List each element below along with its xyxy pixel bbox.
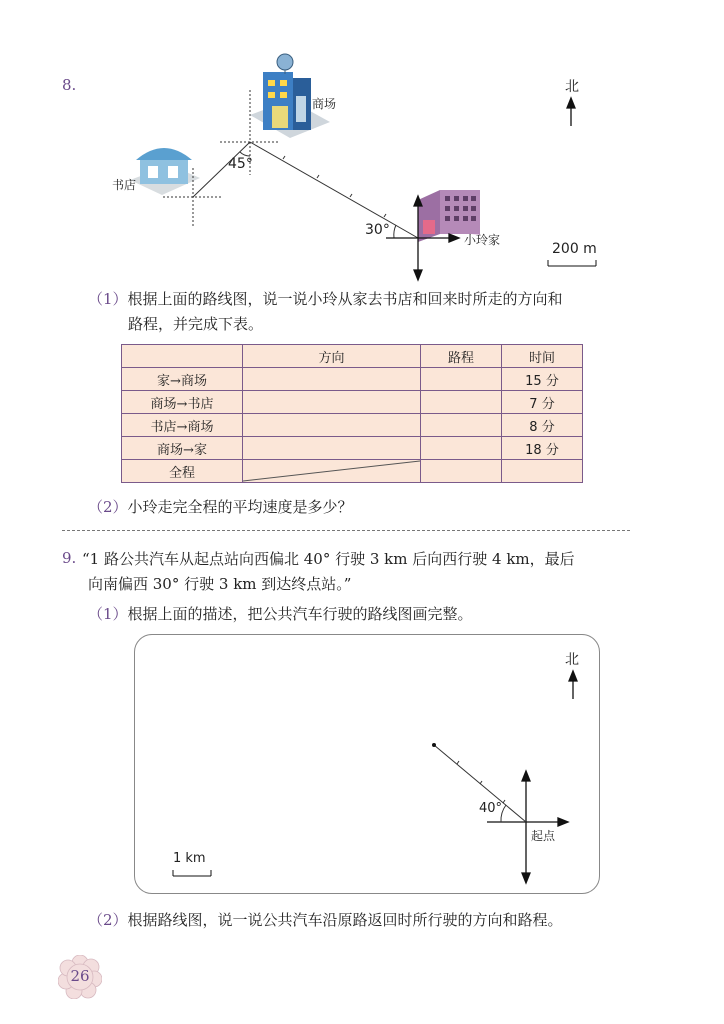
table-header: 路程 (421, 345, 502, 368)
table-cell-distance[interactable] (421, 368, 502, 391)
table-header-row (122, 345, 583, 368)
q9-text-line2: 向南偏西 30° 行驶 3 km 到达终点站。” (88, 575, 352, 593)
q8-scale-label: 200 m (552, 241, 597, 257)
table-cell-distance[interactable] (421, 391, 502, 414)
route-endpoint (432, 743, 436, 747)
q8-part1-line2: 路程，并完成下表。 (128, 315, 264, 333)
q9-part1 (88, 603, 473, 624)
table-row (122, 437, 583, 460)
q8-part1-line1 (88, 288, 563, 309)
q9-text-line1: “1 路公共汽车从起点站向西偏北 40° 行驶 3 km 后向西行驶 4 km，最后 (82, 550, 575, 568)
table-cell-direction-slashed (243, 460, 421, 483)
home-label: 小玲家 (464, 233, 501, 247)
route-table (121, 344, 583, 483)
q8-part1-prefix: （1） (88, 290, 128, 308)
table-row (122, 414, 583, 437)
table-cell-route: 家→商场 (122, 368, 243, 391)
scale-bar (173, 870, 211, 876)
question-8-number: 8. (62, 76, 77, 94)
table-cell-direction[interactable] (243, 368, 421, 391)
angle-45-label: 45° (228, 156, 253, 172)
table-cell-time: 8 分 (502, 414, 583, 437)
angle-40-label: 40° (479, 801, 503, 816)
q9-part2-prefix: （2） (88, 911, 128, 929)
diagonal-slash (243, 460, 420, 482)
q8-part2 (88, 496, 353, 517)
table-cell-direction[interactable] (243, 414, 421, 437)
table-cell-time: 18 分 (502, 437, 583, 460)
bus-route-drawing-area[interactable] (134, 634, 600, 894)
table-row (122, 460, 583, 483)
question-9-number: 9. (62, 549, 77, 567)
start-axes (487, 771, 568, 883)
table-cell-route: 全程 (122, 460, 243, 483)
table-cell-route: 商场→家 (122, 437, 243, 460)
table-cell-direction[interactable] (243, 391, 421, 414)
angle-30-label: 30° (365, 222, 390, 238)
table-header (122, 345, 243, 368)
q8-route-map (100, 50, 620, 285)
page-number-badge (58, 955, 102, 999)
q9-part2-text: 根据路线图，说一说公共汽车沿原路返回时所行驶的方向和路程。 (127, 911, 563, 929)
q8-part1-text1: 根据上面的路线图，说一说小玲从家去书店和回来时所走的方向和 (127, 290, 563, 308)
section-divider (62, 530, 630, 531)
scale-bar (548, 260, 596, 266)
bookstore-label: 书店 (112, 178, 137, 192)
q9-part1-prefix: （1） (88, 605, 128, 623)
mall-label: 商场 (312, 97, 337, 111)
q8-part2-prefix: （2） (88, 498, 128, 516)
q9-north-label: 北 (565, 652, 579, 668)
north-arrow-icon (569, 671, 577, 699)
q9-part2 (88, 909, 563, 930)
table-cell-distance[interactable] (421, 460, 502, 483)
table-cell-time[interactable] (502, 460, 583, 483)
table-row (122, 391, 583, 414)
table-header: 时间 (502, 345, 583, 368)
page-number: 26 (70, 967, 90, 985)
table-row (122, 368, 583, 391)
table-cell-distance[interactable] (421, 414, 502, 437)
table-cell-time: 15 分 (502, 368, 583, 391)
table-header: 方向 (243, 345, 421, 368)
north-arrow-icon (567, 98, 575, 126)
table-cell-time: 7 分 (502, 391, 583, 414)
bookstore-building-icon (130, 148, 200, 195)
q8-north-label: 北 (565, 79, 579, 95)
table-cell-route: 书店→商场 (122, 414, 243, 437)
table-cell-distance[interactable] (421, 437, 502, 460)
table-cell-route: 商场→书店 (122, 391, 243, 414)
start-point-label: 起点 (531, 829, 556, 843)
table-cell-direction[interactable] (243, 437, 421, 460)
q9-part1-text: 根据上面的描述，把公共汽车行驶的路线图画完整。 (127, 605, 473, 623)
q9-scale-label: 1 km (173, 851, 206, 866)
q8-part2-text: 小玲走完全程的平均速度是多少？ (127, 498, 353, 516)
